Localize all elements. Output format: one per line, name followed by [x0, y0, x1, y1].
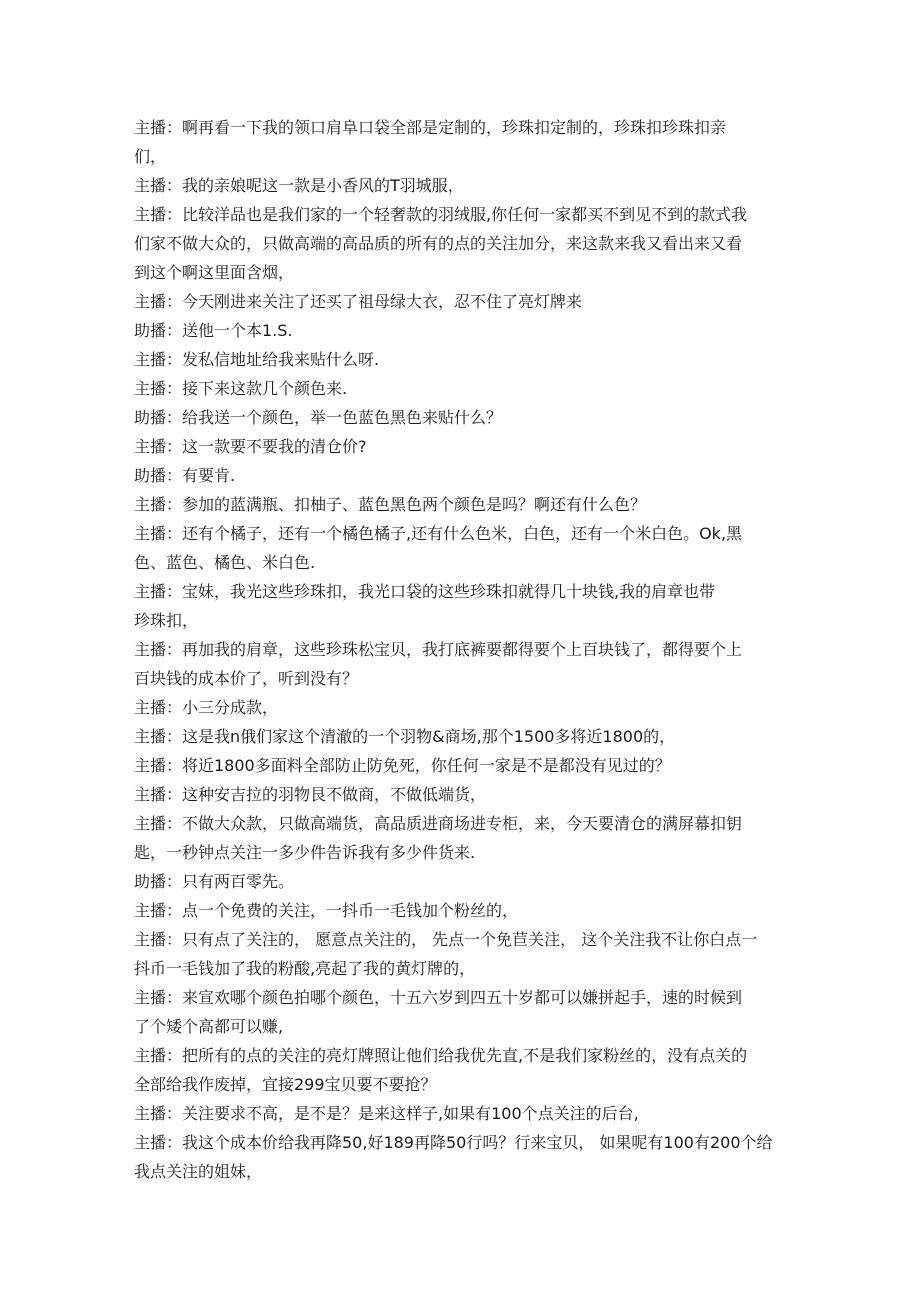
transcript-line: 主播：接下来这款几个颜色来. [134, 379, 348, 398]
transcript-line: 主播：宝妹，我光这些珍珠扣，我光口袋的这些珍珠扣就得几十块钱,我的肩章也带 [134, 582, 716, 601]
transcript [134, 113, 794, 1186]
transcript-line: 们家不做大众的，只做高端的高品质的所有的点的关注加分，来这款来我又看出来又看 [134, 234, 743, 253]
transcript-line: 主播：将近1800多面料全部防止防免死，你任何一家是不是都没有见过的？ [134, 756, 671, 775]
transcript-line: 主播：再加我的肩章，这些珍珠松宝贝，我打底裤要都得要个上百块钱了，都得要个上 [134, 640, 743, 659]
transcript-line: 珍珠扣， [134, 611, 199, 630]
transcript-line: 百块钱的成本价了，听到没有？ [134, 669, 359, 688]
transcript-line: 主播：关注要求不高，是不是？是来这样子,如果有100个点关注的后台, [134, 1104, 639, 1123]
transcript-line: 助播：只有两百零先。 [134, 872, 295, 891]
transcript-line: 色、蓝色、橘色、米白色. [134, 553, 316, 572]
transcript-line: 主播：比较洋品也是我们家的一个轻奢款的羽绒服,你任何一家都买不到见不到的款式我 [134, 205, 748, 224]
transcript-line: 主播：只有点了关注的， 愿意点关注的， 先点一个免苣关注， 这个关注我不让你白点一 [134, 930, 758, 949]
transcript-line: 主播：啊再看一下我的领口肩阜口袋全部是定制的，珍珠扣定制的，珍珠扣珍珠扣亲 [134, 118, 727, 137]
transcript-line: 抖币一毛钱加了我的粉酸,亮起了我的黄灯牌的， [134, 959, 476, 978]
transcript-line: 主播：这一款要不要我的清仓价? [134, 437, 367, 456]
transcript-line: 主播：不做大众款，只做高端货，高品质进商场进专柜，来，今天要清仓的满屏幕扣钥 [134, 814, 743, 833]
transcript-line: 主播：点一个免费的关注，一抖币一毛钱加个粉丝的， [134, 901, 519, 920]
transcript-line: 们， [134, 147, 167, 166]
transcript-line: 主播：我的亲娘呢这一款是小香风的T羽城服， [134, 176, 464, 195]
transcript-line: 我点关注的姐妹， [134, 1162, 263, 1181]
transcript-line: 主播：发私信地址给我来贴什么呀. [134, 350, 380, 369]
transcript-line: 了个矮个高都可以赚, [134, 1017, 284, 1036]
transcript-line: 全部给我作废掉，宜接299宝贝要不要抢？ [134, 1075, 437, 1094]
transcript-line: 到这个啊这里面含烟， [134, 263, 295, 282]
transcript-line: 主播：这种安吉拉的羽物艮不做商，不做低端货， [134, 785, 487, 804]
transcript-line: 主播：我这个成本价给我再降50,好189再降50行吗？行来宝贝， 如果呢有100有200个给 [134, 1133, 773, 1152]
transcript-line: 主播：把所有的点的关注的亮灯牌照让他们给我优先直,不是我们家粉丝的，没有点关的 [134, 1046, 748, 1065]
transcript-line: 助播：给我送一个颜色，举一色蓝色黑色来贴什么？ [134, 408, 503, 427]
transcript-line: 主播：参加的蓝满瓶、扣柚子、蓝色黑色两个颜色是吗？啊还有什么色？ [134, 495, 647, 514]
transcript-line: 主播：来宣欢哪个颜色拍哪个颜色，十五六岁到四五十岁都可以嫌拼起手，速的时候到 [134, 988, 743, 1007]
transcript-line: 主播：小三分成款， [134, 698, 279, 717]
transcript-line: 主播：还有个橘子，还有一个橘色橘子,还有什么色米，白色，还有一个米白色。Ok,黑 [134, 524, 743, 543]
transcript-line: 助播：有要肯. [134, 466, 236, 485]
transcript-line: 匙，一秒钟点关注一多少件告诉我有多少件货来. [134, 843, 476, 862]
transcript-line: 主播：今天刚进来关注了还买了祖母绿大衣，忍不住了亮灯牌来 [134, 292, 583, 311]
transcript-line: 助播：送他一个本1.S. [134, 321, 293, 340]
transcript-line: 主播：这是我n俄们家这个清澈的一个羽物&商场,那个1500多将近1800的， [134, 727, 676, 746]
